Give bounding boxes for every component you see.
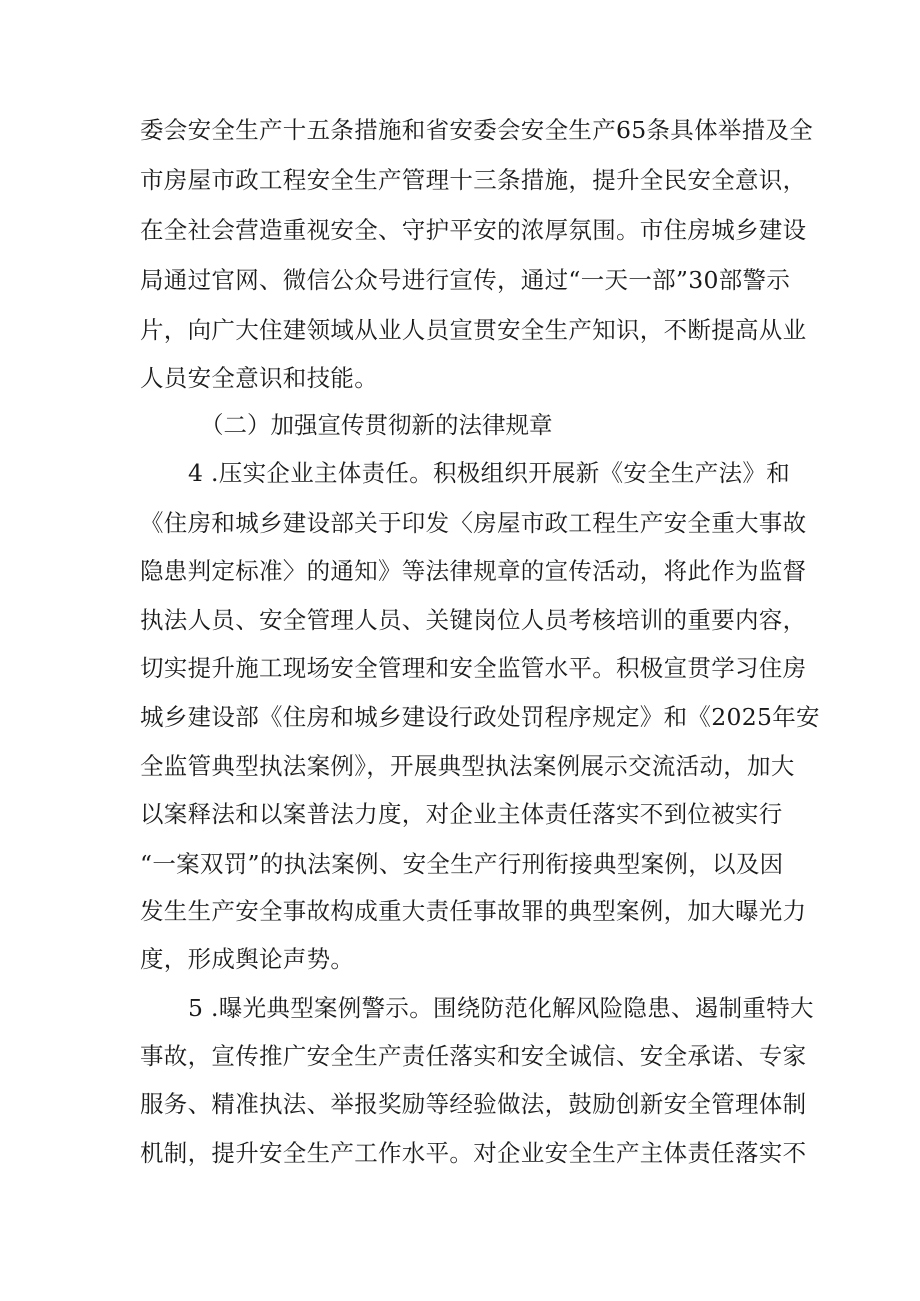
body-text-line: 发生生产安全事故构成重大责任事故罪的典型案例，加大曝光力 [140, 897, 807, 925]
body-text-line: 人员安全意识和技能。 [140, 364, 378, 392]
body-text-line: 服务、精准执法、举报奖励等经验做法，鼓励创新安全管理体制 [140, 1090, 807, 1118]
body-text-line: 事故，宣传推广安全生产责任落实和安全诚信、安全承诺、专家 [140, 1042, 807, 1070]
body-text-line: 城乡建设部《住房和城乡建设行政处罚程序规定》和《2025年安 [140, 703, 820, 731]
body-text-line: 执法人员、安全管理人员、关键岗位人员考核培训的重要内容， [140, 606, 807, 634]
paragraph-first-line: 5 .曝光典型案例警示。围绕防范化解风险隐患、遏制重特大 [188, 994, 814, 1022]
body-text-line: 片，向广大住建领域从业人员宣贯安全生产知识，不断提高从业 [140, 316, 807, 344]
body-text-line: 在全社会营造重视安全、守护平安的浓厚氛围。市住房城乡建设 [140, 216, 807, 244]
body-text-line: “一案双罚”的执法案例、安全生产行刑衔接典型案例，以及因 [140, 850, 784, 878]
body-text-line: 隐患判定标准〉的通知》等法律规章的宣传活动，将此作为监督 [140, 557, 807, 585]
body-text-line: 《住房和城乡建设部关于印发〈房屋市政工程生产安全重大事故 [140, 509, 807, 537]
body-text-line: 切实提升施工现场安全管理和安全监管水平。积极宣贯学习住房 [140, 654, 807, 682]
body-text-line: 市房屋市政工程安全生产管理十三条措施，提升全民安全意识， [140, 166, 807, 194]
section-heading: （二）加强宣传贯彻新的法律规章 [200, 411, 553, 439]
body-text-line: 全监管典型执法案例》，开展典型执法案例展示交流活动，加大 [140, 752, 795, 780]
body-text-line: 以案释法和以案普法力度，对企业主体责任落实不到位被实行 [140, 800, 783, 828]
body-text-line: 度，形成舆论声势。 [140, 945, 355, 973]
body-text-line: 局通过官网、微信公众号进行宣传，通过“一天一部”30部警示 [140, 266, 791, 294]
body-text-line: 委会安全生产十五条措施和省安委会安全生产65条具体举措及全 [140, 116, 814, 144]
paragraph-first-line: 4 .压实企业主体责任。积极组织开展新《安全生产法》和 [188, 459, 790, 487]
body-text-line: 机制，提升安全生产工作水平。对企业安全生产主体责任落实不 [140, 1139, 807, 1167]
